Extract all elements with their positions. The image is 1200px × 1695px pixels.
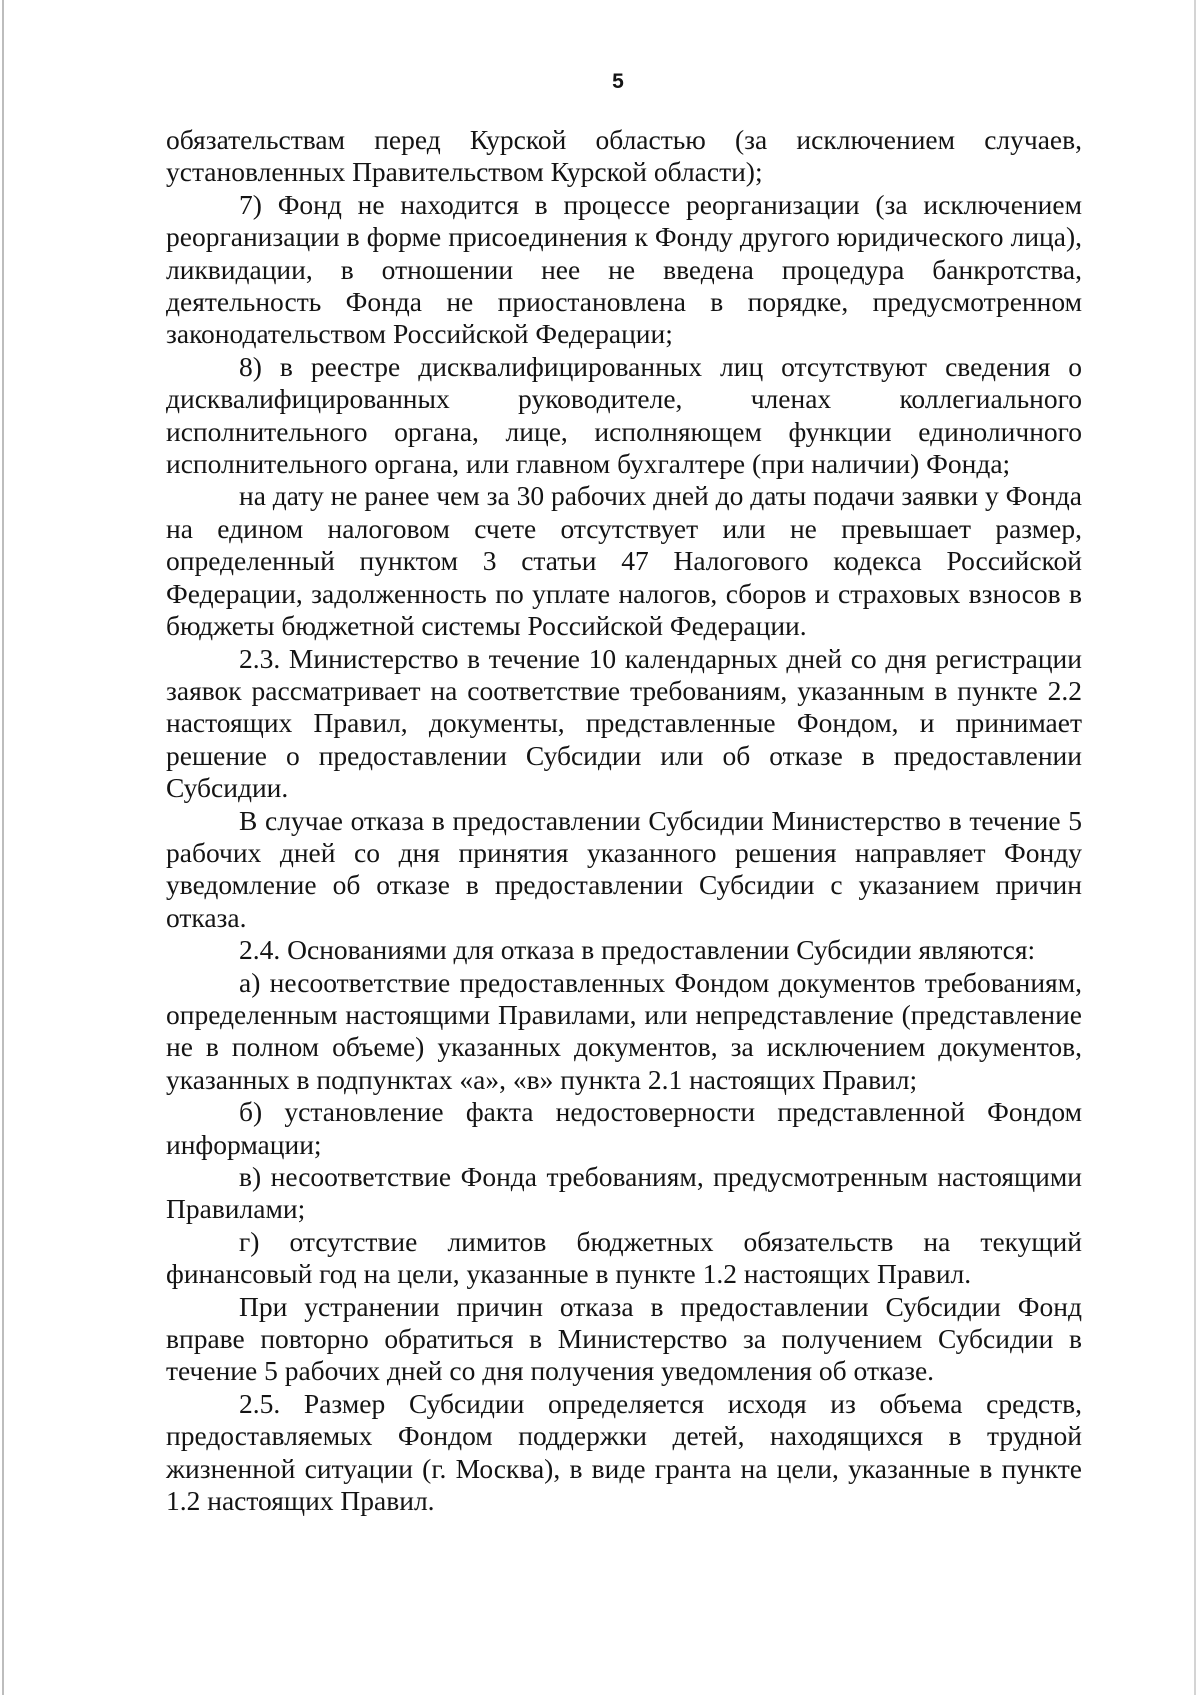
body-text [166, 124, 1082, 1517]
scan-edge-right [1194, 0, 1196, 1695]
paragraph-item-7: 7) Фонд не находится в процессе реорганизации (за исключением реорганизации в форме присоединения к Фонду другого юридического лица), ликвидации, в отношении нее не введена процедура банкротства, деятельность Фонда не приостановлена в порядке, предусмотренном законодательством Российской Федерации; [166, 188, 1082, 350]
page-number: 5 [612, 70, 624, 93]
paragraph-2-4: 2.4. Основаниями для отказа в предоставлении Субсидии являются: [239, 934, 1036, 966]
paragraph-refusal-notice: В случае отказа в предоставлении Субсидии Министерство в течение 5 рабочих дней со дня принятия указанного решения направляет Фонду уведомление об отказе в предоставлении Субсидии с указанием причин отказа. [166, 804, 1082, 933]
paragraph-2-3: 2.3. Министерство в течение 10 календарных дней со дня регистрации заявок рассматривает на соответствие требованиям, указанным в пункте 2.2 настоящих Правил, документы, представленные Фондом, и принимает решение о предоставлении Субсидии или об отказе в предоставлении Субсидии. [166, 642, 1082, 804]
paragraph-reason-v: в) несоответствие Фонда требованиям, предусмотренным настоящими Правилами; [166, 1161, 1082, 1225]
paragraph-reason-b: б) установление факта недостоверности представленной Фондом информации; [166, 1096, 1082, 1160]
paragraph-reason-g: г) отсутствие лимитов бюджетных обязательств на текущий финансовый год на цели, указанные в пункте 1.2 настоящих Правил. [166, 1225, 1082, 1290]
paragraph-continuation: обязательствам перед Курской областью (за исключением случаев, установленных Правительством Курской области); [166, 124, 1082, 188]
paragraph-reason-a: а) несоответствие предоставленных Фондом документов требованиям, определенным настоящими Правилами, или непредставление (представление не в полном объеме) указанных документов, за исключением документов, указанных в подпунктах «а», «в» пункта 2.1 настоящих Правил; [166, 966, 1082, 1095]
paragraph-reapply: При устранении причин отказа в предоставлении Субсидии Фонд вправе повторно обратиться в Министерство за получением Субсидии в течение 5 рабочих дней со дня получения уведомления об отказе. [166, 1290, 1082, 1387]
paragraph-item-8: 8) в реестре дисквалифицированных лиц отсутствуют сведения о дисквалифицированных руководителе, членах коллегиального исполнительного органа, лице, исполняющем функции единоличного исполнительного органа, или главном бухгалтере (при наличии) Фонда; [166, 350, 1082, 480]
paragraph-tax-debt: на дату не ранее чем за 30 рабочих дней до даты подачи заявки у Фонда на едином налоговом счете отсутствует или не превышает размер, определенный пунктом 3 статьи 47 Налогового кодекса Российской Федерации, задолженность по уплате налогов, сборов и страховых взносов в бюджеты бюджетной системы Российской Федерации. [166, 480, 1082, 642]
paragraph-2-5: 2.5. Размер Субсидии определяется исходя из объема средств, предоставляемых Фондом поддержки детей, находящихся в трудной жизненной ситуации (г. Москва), в виде гранта на цели, указанные в пункте 1.2 настоящих Правил. [166, 1387, 1082, 1517]
scan-edge-left [2, 0, 4, 1695]
